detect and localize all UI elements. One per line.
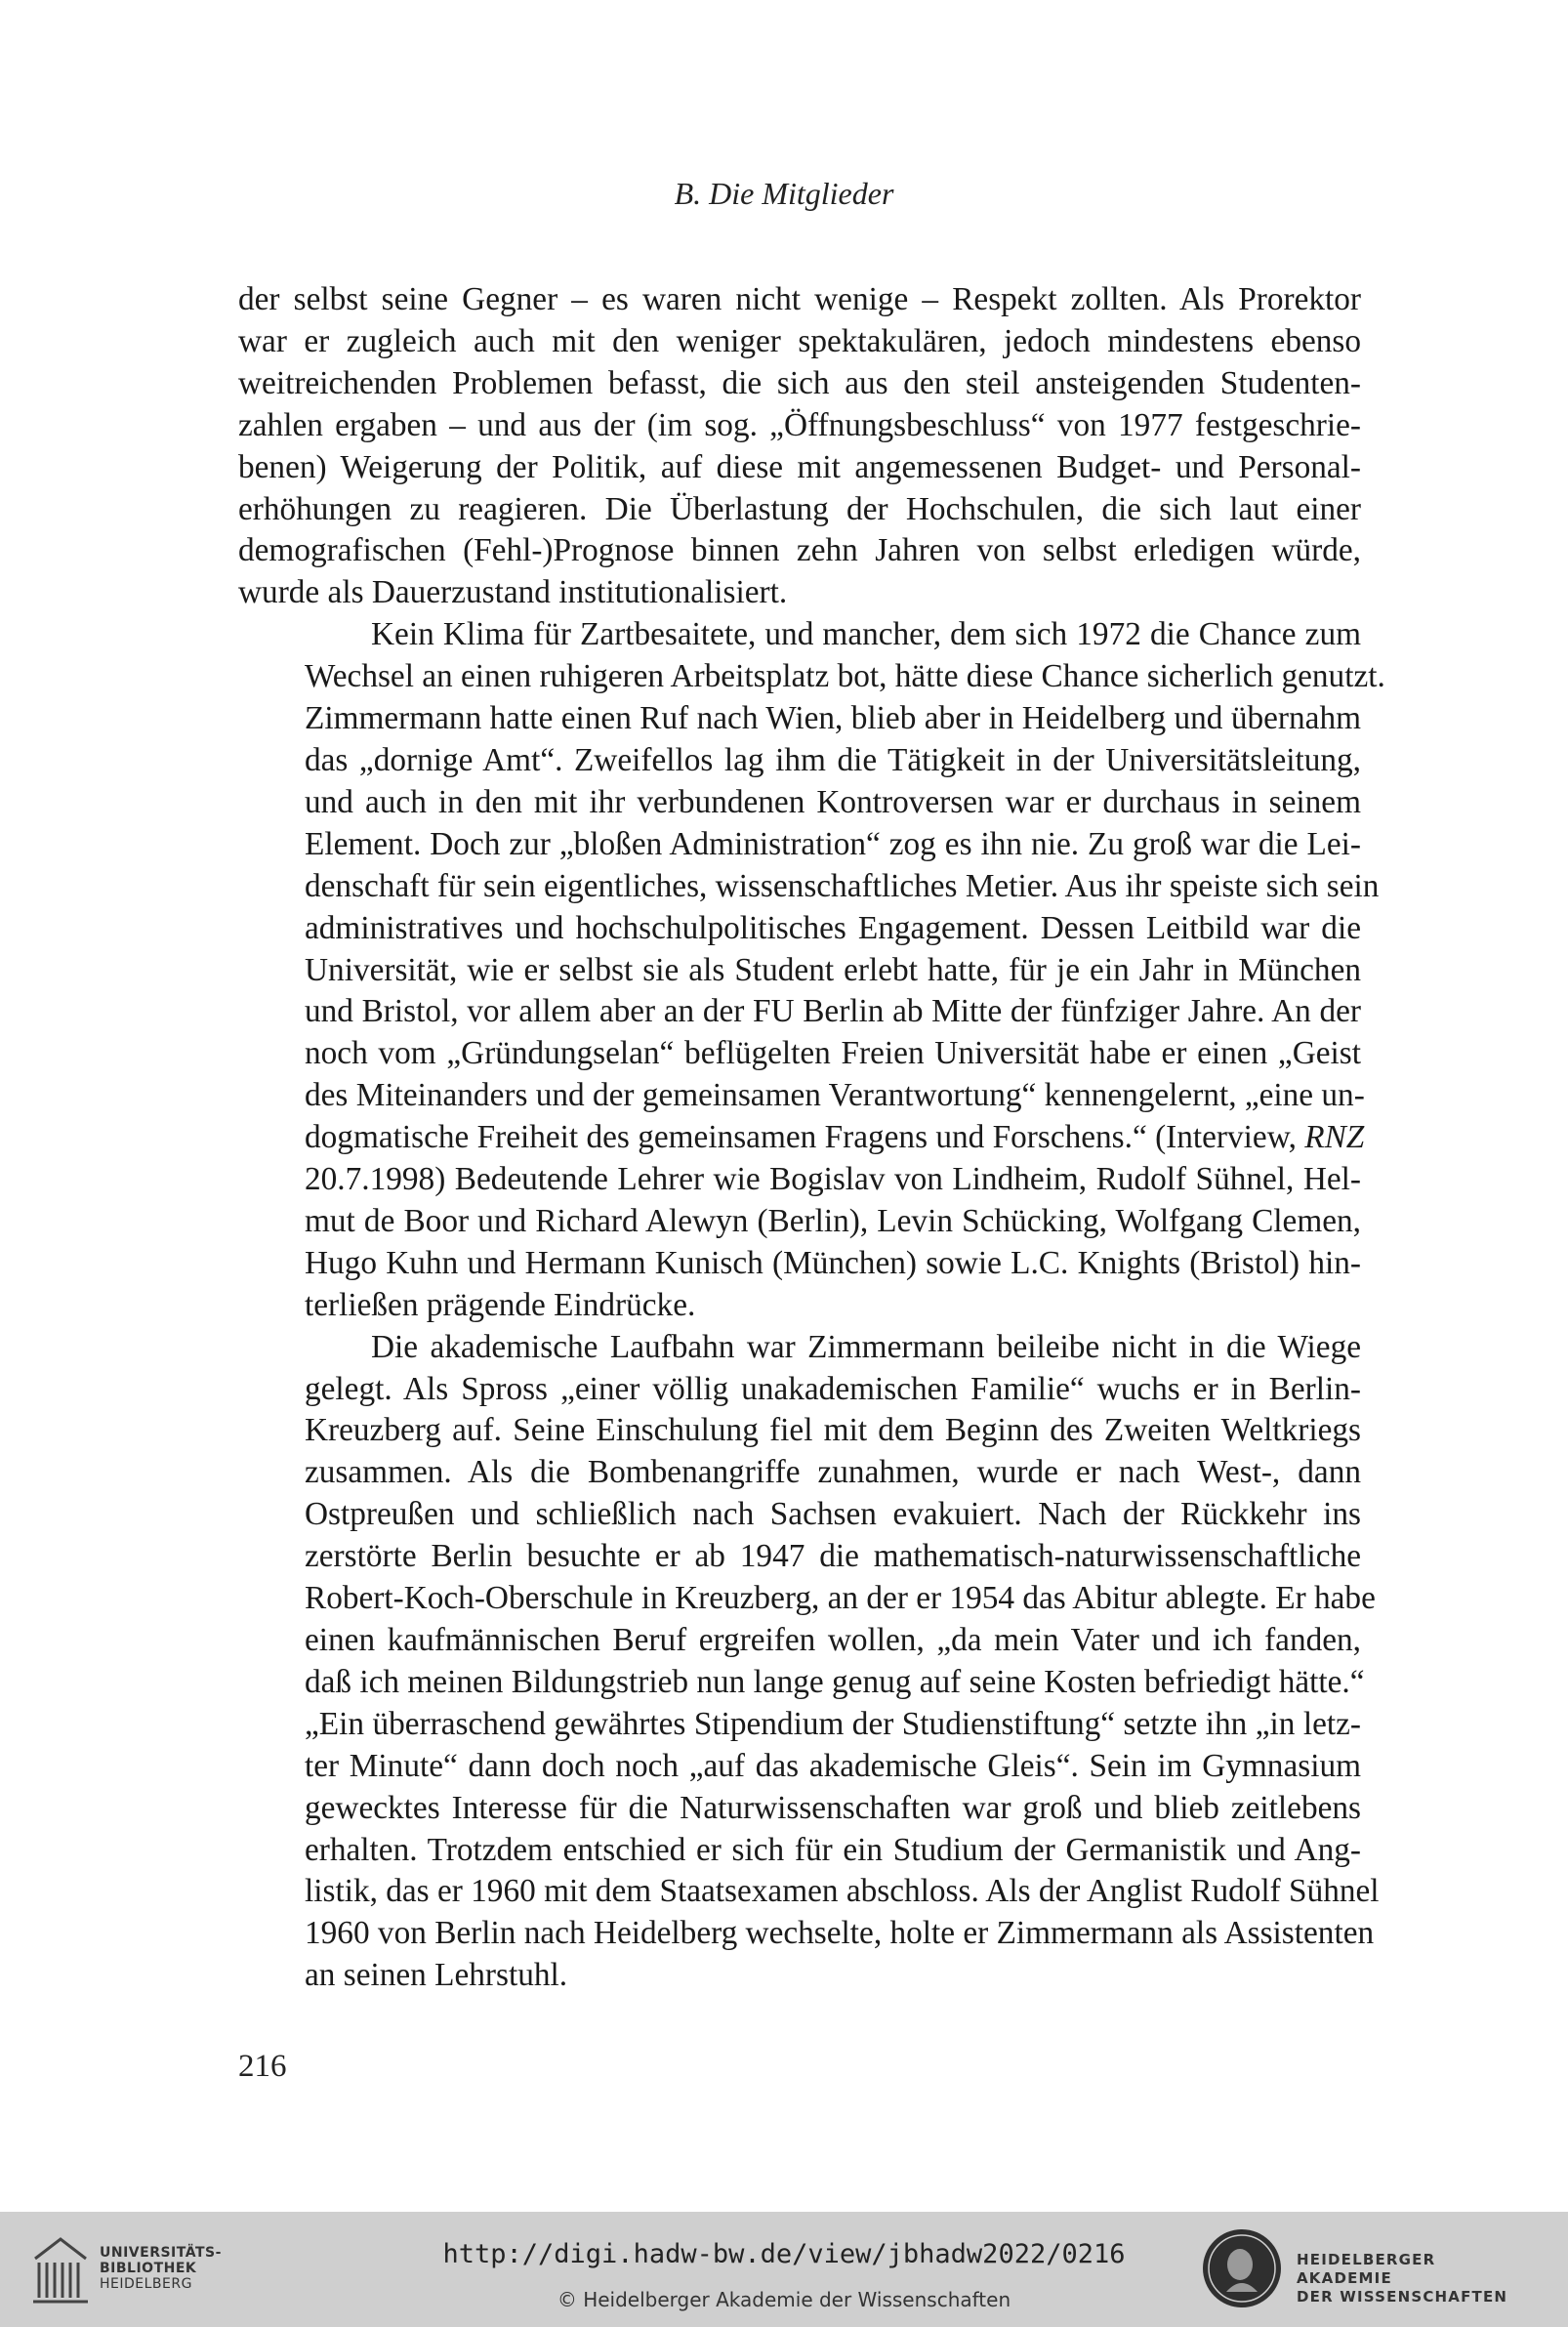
text-line: einen kaufmännischen Beruf ergreifen wollen, „da mein Vater und ich fanden, xyxy=(305,1622,1361,1658)
text-line: terließen prägende Eindrücke. xyxy=(305,1286,696,1323)
paragraph xyxy=(238,1327,1380,1998)
library-logo-line-3: HEIDELBERG xyxy=(100,2276,192,2292)
source-url-link[interactable]: http://digi.hadw-bw.de/view/jbhadw2022/0216 xyxy=(442,2239,1126,2269)
library-logo-line-1: UNIVERSITÄTS- xyxy=(100,2245,222,2261)
text-line: Kreuzberg auf. Seine Einschulung fiel mit dem Beginn des Zweiten Weltkriegs xyxy=(305,1412,1361,1449)
text-line: wurde als Dauerzustand institutionalisiert. xyxy=(238,574,788,611)
journal-abbreviation: RNZ xyxy=(1304,1119,1365,1156)
text-line: administratives und hochschulpolitisches Engagement. Dessen Leitbild war die xyxy=(305,909,1361,946)
library-logo-line-2: BIBLIOTHEK xyxy=(100,2261,197,2276)
text-line: zusammen. Als die Bombenangriffe zunahmen, wurde er nach West-, dann xyxy=(305,1454,1361,1491)
running-head: B. Die Mitglieder xyxy=(674,176,894,211)
text-line: listik, das er 1960 mit dem Staatsexamen abschloss. Als der Anglist Rudolf Sühnel xyxy=(305,1873,1380,1910)
text-line: erhöhungen zu reagieren. Die Überlastung der Hochschulen, die sich laut einer xyxy=(238,490,1361,527)
text-line: und Bristol, vor allem aber an der FU Berlin ab Mitte der fünfziger Jahre. An der xyxy=(305,993,1361,1030)
paragraph xyxy=(238,614,1385,1326)
text-line: der selbst seine Gegner – es waren nicht wenige – Respekt zollten. Als Prorektor xyxy=(238,281,1361,317)
text-line: erhalten. Trotzdem entschied er sich für ein Studium der Germanistik und Ang- xyxy=(305,1831,1361,1868)
text-line: zahlen ergaben – und aus der (im sog. „Öffnungsbeschluss“ von 1977 festgeschrie- xyxy=(238,406,1361,443)
text-line: des Miteinanders und der gemeinsamen Verantwortung“ kennengelernt, „eine un- xyxy=(305,1077,1365,1114)
text-line: und auch in den mit ihr verbundenen Kontroversen war er durchaus in seinem xyxy=(305,783,1361,820)
text-line: zerstörte Berlin besuchte er ab 1947 die mathematisch-naturwissenschaftliche xyxy=(305,1538,1361,1575)
text-line: gewecktes Interesse für die Naturwissenschaften war groß und blieb zeitlebens xyxy=(305,1789,1361,1826)
text-line: war er zugleich auch mit den weniger spektakulären, jedoch mindestens ebenso xyxy=(238,322,1361,359)
text-line: Wechsel an einen ruhigeren Arbeitsplatz bot, hätte diese Chance sicherlich genutzt. xyxy=(305,658,1385,695)
text-line: dogmatische Freiheit des gemeinsamen Fragens und Forschens.“ (Interview, RNZ xyxy=(305,1119,1365,1156)
page-number: 216 xyxy=(238,2049,287,2084)
text-line: 1960 von Berlin nach Heidelberg wechselte, holte er Zimmermann als Assistenten xyxy=(305,1915,1375,1952)
text-line: benen) Weigerung der Politik, auf diese mit angemessenen Budget- und Personal- xyxy=(238,448,1361,485)
footer-bar xyxy=(0,2212,1568,2327)
academy-logo[interactable] xyxy=(1199,2225,1531,2313)
text-line: Hugo Kuhn und Hermann Kunisch (München) sowie L.C. Knights (Bristol) hin- xyxy=(305,1244,1361,1281)
text-line: Element. Doch zur „bloßen Administration“ zog es ihn nie. Zu groß war die Lei- xyxy=(305,825,1361,862)
text-line: gelegt. Als Spross „einer völlig unakademischen Familie“ wuchs er in Berlin- xyxy=(305,1370,1361,1407)
academy-logo-line-1: HEIDELBERGER AKADEMIE xyxy=(1297,2251,1436,2287)
text-line: Die akademische Laufbahn war Zimmermann beileibe nicht in die Wiege xyxy=(371,1328,1361,1365)
text-line: Kein Klima für Zartbesaitete, und mancher, dem sich 1972 die Chance zum xyxy=(371,616,1361,653)
copyright-notice: © Heidelberger Akademie der Wissenschaften xyxy=(557,2288,1011,2311)
text-line: daß ich meinen Bildungstrieb nun lange genug auf seine Kosten befriedigt hätte.“ xyxy=(305,1663,1365,1700)
text-line: weitreichenden Problemen befasst, die sich aus den steil ansteigenden Studenten- xyxy=(238,364,1361,401)
text-line: ter Minute“ dann doch noch „auf das akademische Gleis“. Sein im Gymnasium xyxy=(305,1747,1361,1784)
paragraph xyxy=(238,279,1361,614)
text-line: das „dornige Amt“. Zweifellos lag ihm die Tätigkeit in der Universitätsleitung, xyxy=(305,741,1361,778)
text-line: Ostpreußen und schließlich nach Sachsen evakuiert. Nach der Rückkehr ins xyxy=(305,1496,1361,1533)
text-line: denschaft für sein eigentliches, wissenschaftliches Metier. Aus ihr speiste sich sein xyxy=(305,867,1380,904)
text-line: demografischen (Fehl-)Prognose binnen zehn Jahren von selbst erledigen würde, xyxy=(238,532,1361,569)
academy-seal-icon xyxy=(1199,2225,1285,2311)
text-line: „Ein überraschend gewährtes Stipendium der Studienstiftung“ setzte ihn „in letz- xyxy=(305,1705,1361,1742)
text-line: noch vom „Gründungselan“ beflügelten Freien Universität habe er einen „Geist xyxy=(305,1035,1361,1072)
academy-logo-line-2: DER WISSENSCHAFTEN xyxy=(1297,2288,1508,2306)
text-line: 20.7.1998) Bedeutende Lehrer wie Bogislav von Lindheim, Rudolf Sühnel, Hel- xyxy=(305,1161,1361,1198)
text-line: an seinen Lehrstuhl. xyxy=(305,1957,568,1994)
text-line: Robert-Koch-Oberschule in Kreuzberg, an der er 1954 das Abitur ablegte. Er habe xyxy=(305,1580,1376,1617)
body-text xyxy=(238,279,1385,1997)
text-line: mut de Boor und Richard Alewyn (Berlin), Levin Schücking, Wolfgang Clemen, xyxy=(305,1202,1361,1239)
text-line: Universität, wie er selbst sie als Student erlebt hatte, für je ein Jahr in München xyxy=(305,951,1361,988)
text-line: Zimmermann hatte einen Ruf nach Wien, blieb aber in Heidelberg und übernahm xyxy=(305,700,1361,737)
